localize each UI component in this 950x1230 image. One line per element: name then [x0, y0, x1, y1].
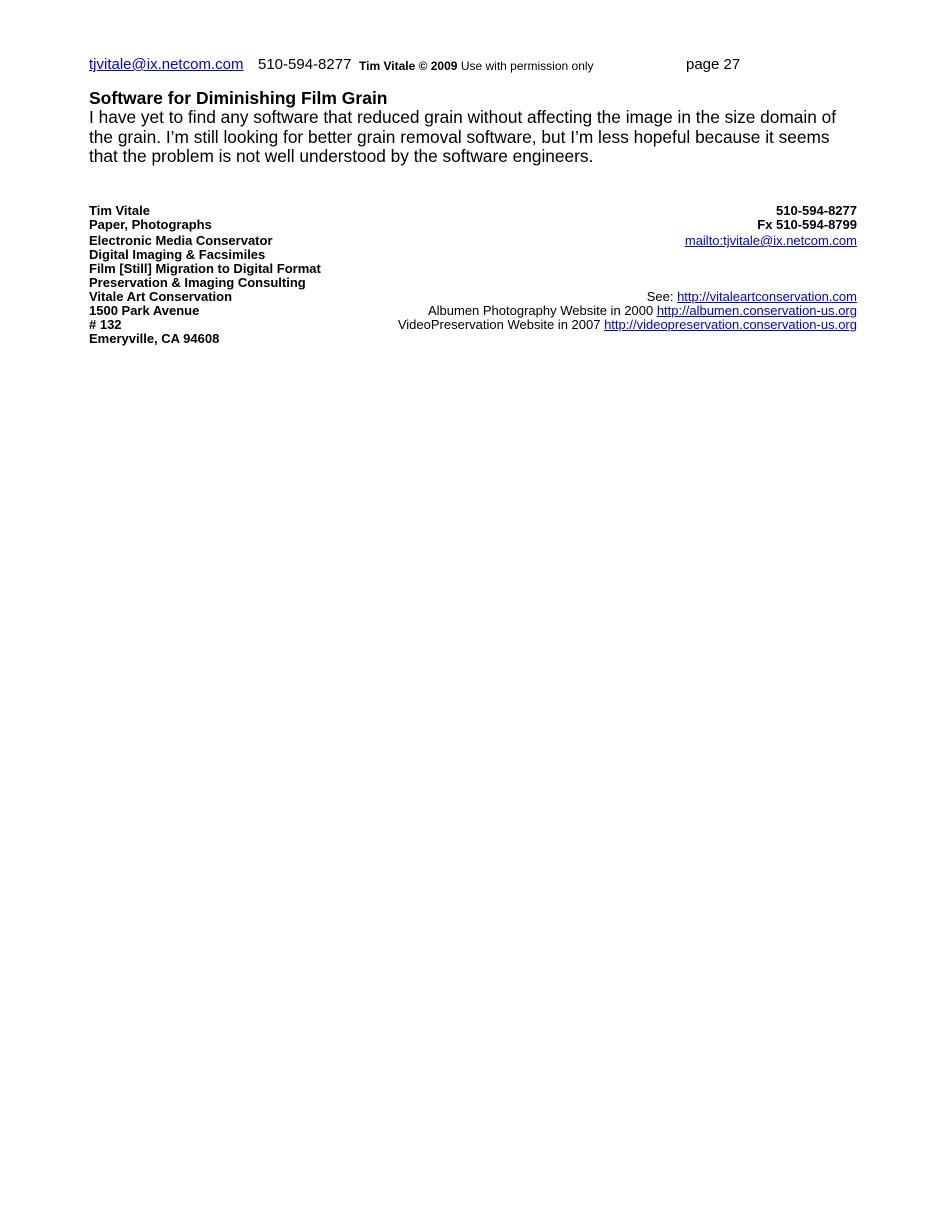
contact-line-6: Vitale Art Conservation [89, 289, 233, 304]
website-albumen-prefix: Albumen Photography Website in 2000 [427, 303, 657, 318]
website-vitale-link[interactable]: http://vitaleartconservation.com [677, 289, 857, 304]
website-albumen-line [337, 304, 857, 318]
section-film-grain [89, 88, 849, 167]
header-email-link[interactable]: tjvitale@ix.netcom.com [89, 56, 244, 73]
contact-line-3: Digital Imaging & Facsimiles [89, 247, 266, 262]
contact-name: Tim Vitale [89, 203, 150, 218]
header-copyright-note: Use with permission only [460, 59, 594, 73]
header-copyright [359, 59, 594, 73]
page-header [89, 56, 849, 76]
contact-line-4: Film [Still] Migration to Digital Format [89, 261, 321, 276]
contact-line-9: Emeryville, CA 94608 [89, 331, 220, 346]
contact-line-8: # 132 [89, 317, 122, 332]
website-video-prefix: VideoPreservation Website in 2007 [397, 317, 605, 332]
section-title: Software for Diminishing Film Grain [89, 88, 388, 108]
header-phone: 510-594-8277 [258, 56, 352, 73]
contact-line-1: Paper, Photographs [89, 217, 212, 232]
website-see-line [337, 290, 857, 304]
contact-fax: Fx 510-594-8799 [757, 217, 857, 232]
contact-block-right [337, 204, 857, 332]
contact-phone: 510-594-8277 [776, 203, 857, 218]
website-see-prefix: See: [646, 289, 678, 304]
website-video-link[interactable]: http://videopreservation.conservation-us.org [604, 317, 857, 332]
contact-line-2: Electronic Media Conservator [89, 233, 273, 248]
contact-line-5: Preservation & Imaging Consulting [89, 275, 306, 290]
header-copyright-name: Tim Vitale © 2009 [359, 59, 458, 73]
website-video-line [337, 318, 857, 332]
page-number: page 27 [686, 56, 741, 73]
contact-mailto-link[interactable]: mailto:tjvitale@ix.netcom.com [684, 233, 857, 248]
website-albumen-link[interactable]: http://albumen.conservation-us.org [656, 303, 857, 318]
contact-line-7: 1500 Park Avenue [89, 303, 200, 318]
section-body: I have yet to find any software that reduced grain without affecting the image in the size domain of the grain. I’m still looking for better grain removal software, but I’m less hopeful because it seems that the problem is not well understood by the software engineers. [89, 107, 837, 166]
